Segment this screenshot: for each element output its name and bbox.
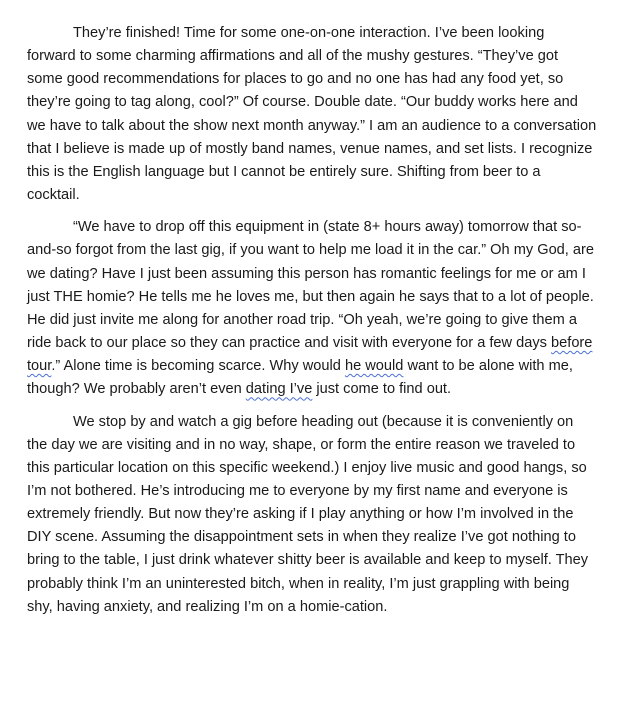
paragraph-text: just come to find out. [312, 381, 452, 398]
grammar-flag[interactable]: dating I’ve [245, 381, 313, 398]
paragraph-1 [27, 22, 597, 207]
grammar-flag[interactable]: he would [344, 358, 404, 375]
document-body[interactable] [27, 22, 597, 628]
paragraph-text: “We have to drop off this equipment in (state 8+ hours away) tomorrow that so-and-so forgot from the last gig, if you want to help me load it in the car.” Oh my God, are we dating? Have I just been assuming this person has romantic feelings for me or am I just THE homie? He tells me he loves me, but then again he says that to a lot of people. He did just invite me along for another road trip. “Oh yeah, we’re going to give them a ride back to our place so they can practice and visit with everyone for a few days [27, 219, 595, 352]
paragraph-text: They’re finished! Time for some one-on-one interaction. I’ve been looking forward to some charming affirmations and all of the mushy gestures. “They’ve got some good recommendations for places to go and no one has had any food yet, so they’re going to tag along, cool?” Of course. Double date. “Our buddy works here and we have to talk about the show next month anyway.” I am an audience to a conversation that I believe is made up of mostly band names, venue names, and set lists. I recognize this is the English language but I cannot be entirely sure. Shifting from beer to a cocktail. [27, 25, 597, 204]
paragraph-3 [27, 411, 597, 619]
paragraph-text: We stop by and watch a gig before heading out (because it is conveniently on the day we are visiting and in no way, shape, or form the entire reason we traveled to this particular location on this specific weekend.) I enjoy live music and good hangs, so I’m not bothered. He’s introducing me to everyone by my first name and everyone is extremely friendly. But now they’re asking if I play anything or how I’m involved in the DIY scene. Assuming the disappointment sets in when they realize I’ve got nothing to bring to the table, I just drink whatever shitty beer is available and keep to myself. They probably think I’m an uninterested bitch, when in reality, I’m just grappling with being shy, having anxiety, and realizing I’m on a homie-cation. [27, 413, 589, 615]
paragraph-text: .” Alone time is becoming scarce. Why would [51, 358, 345, 375]
paragraph-text: want to be alone with me, though? We probably aren’t even [27, 358, 573, 398]
grammar-flag[interactable]: before tour [27, 335, 593, 375]
paragraph-2 [27, 216, 597, 401]
